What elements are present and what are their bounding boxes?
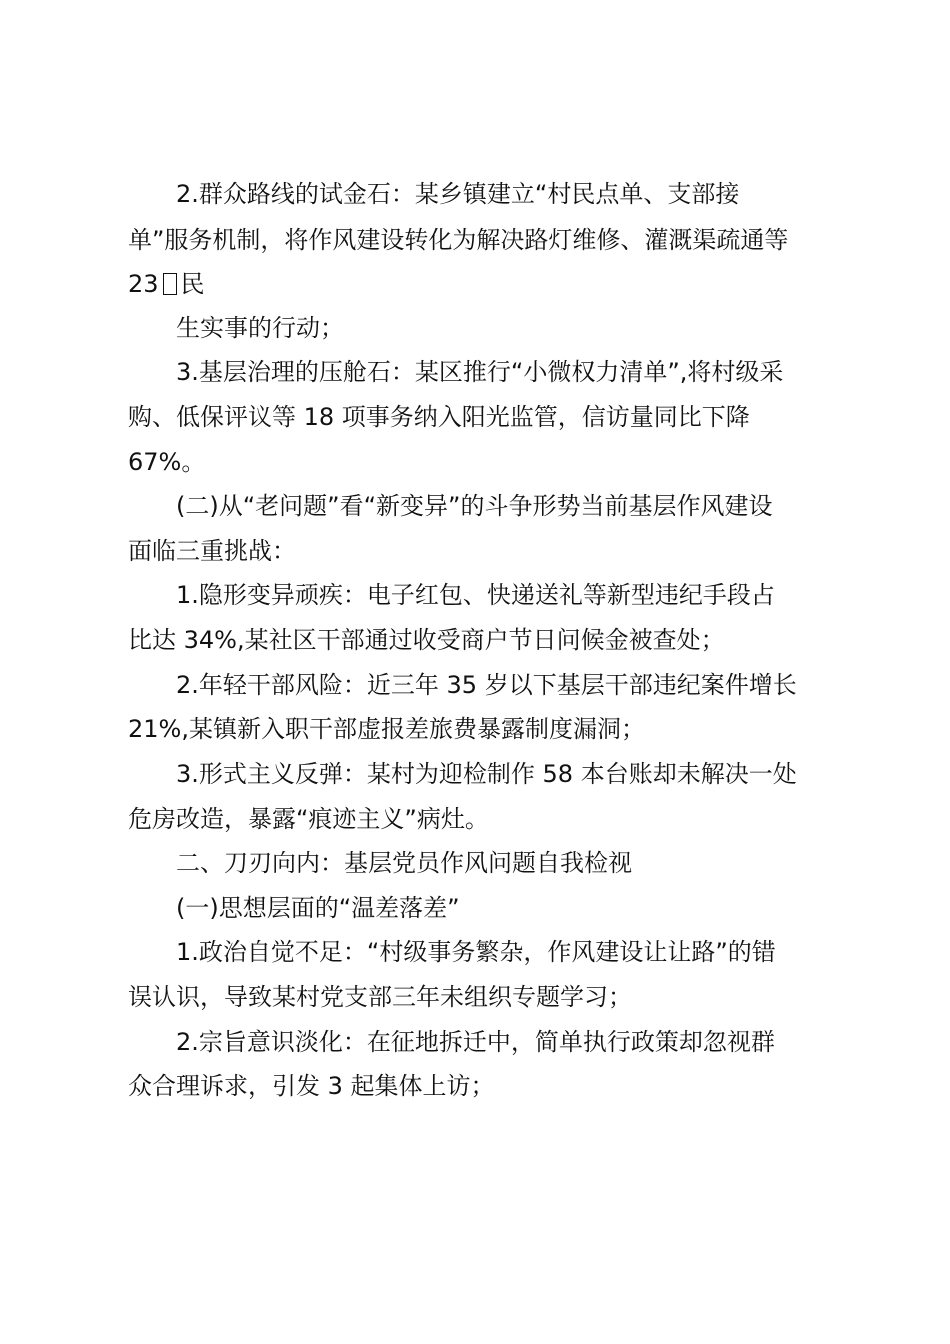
subsection-heading: (一)思想层面的“温差落差” — [176, 894, 460, 922]
paragraph-line: 2.群众路线的试金石：某乡镇建立“村民点单、支部接 — [176, 180, 740, 208]
line-text: 23 — [128, 270, 159, 298]
paragraph-line: 单”服务机制，将作风建设转化为解决路灯维修、灌溉渠疏通等 — [128, 226, 789, 254]
paragraph-line: 21%,某镇新入职干部虚报差旅费暴露制度漏洞； — [128, 715, 645, 743]
paragraph-line: 2.宗旨意识淡化：在征地拆迁中，简单执行政策却忽视群 — [176, 1028, 775, 1056]
paragraph-line: 3.基层治理的压舱石：某区推行“小微权力清单”,将村级采 — [176, 358, 784, 386]
paragraph-line: 生实事的行动； — [176, 314, 344, 342]
paragraph-line: 误认识，导致某村党支部三年未组织专题学习； — [128, 983, 632, 1011]
section-heading: (二)从“老问题”看“新变异”的斗争形势当前基层作风建设 — [176, 492, 773, 520]
paragraph-line: 众合理诉求，引发 3 起集体上访； — [128, 1072, 495, 1100]
paragraph-line: 2.年轻干部风险：近三年 35 岁以下基层干部违纪案件增长 — [176, 671, 797, 699]
line-text: 民 — [180, 270, 205, 298]
paragraph-line: 面临三重挑战： — [128, 537, 296, 565]
paragraph-line: 1.隐形变异顽疾：电子红包、快递送礼等新型违纪手段占 — [176, 581, 775, 609]
paragraph-line: 购、低保评议等 18 项事务纳入阳光监管，信访量同比下降 — [128, 403, 750, 431]
missing-glyph-box — [163, 273, 177, 295]
paragraph-line: 1.政治自觉不足：“村级事务繁杂，作风建设让让路”的错 — [176, 938, 776, 966]
paragraph-line: 危房改造，暴露“痕迹主义”病灶。 — [128, 805, 489, 833]
paragraph-line: 比达 34%,某社区干部通过收受商户节日问候金被查处； — [128, 626, 725, 654]
paragraph-line: 67%。 — [128, 448, 206, 476]
paragraph-line: 3.形式主义反弹：某村为迎检制作 58 本台账却未解决一处 — [176, 760, 797, 788]
paragraph-line — [128, 268, 848, 300]
section-heading: 二、刀刃向内：基层党员作风问题自我检视 — [176, 849, 632, 877]
